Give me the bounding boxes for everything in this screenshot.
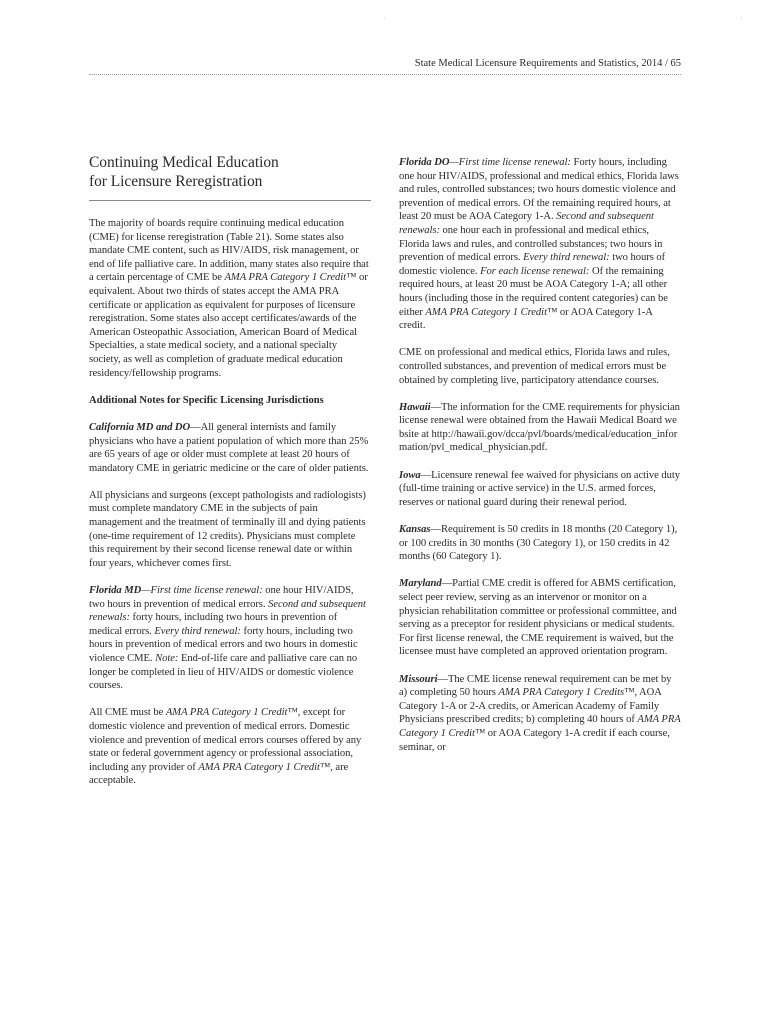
note-iowa <box>399 469 681 510</box>
note-california-2: All physicians and surgeons (except pathologists and radiologists) must complete mandatory CME in the subjects of pain management and the treatment of terminally ill and dying patients (one-time requirement of 12 credits). Physicians must complete this requirement by their second license renewal date or within four years, whichever comes first. <box>89 489 366 569</box>
section-title-line1: Continuing Medical Education <box>89 154 279 171</box>
note-maryland <box>399 577 681 659</box>
note-text: two hours of domestic violence. <box>399 252 666 277</box>
note-text: , AOA Category 1-A or 2-A credits, or American Academy of Family Physicians prescribed credits; b) completing 40 hours of <box>399 687 662 726</box>
credit-name: AMA PRA Category 1 Credits™ <box>498 687 635 699</box>
note-lead: Florida MD <box>89 585 142 597</box>
header-rule <box>89 74 681 75</box>
note-lead: Florida DO <box>399 157 450 168</box>
note-label: For each license renewal: <box>480 265 590 277</box>
intro-paragraph <box>89 217 371 380</box>
note-label: Second and subsequent renewals: <box>399 211 654 236</box>
note-lead: Iowa <box>399 469 421 481</box>
note-label: Second and subsequent renewals: <box>89 598 366 624</box>
note-florida-do-2: CME on professional and medical ethics, Florida laws and rules, controlled substances, and prevention of medical errors must be obtained by completing live, participatory attendance courses. <box>399 347 670 386</box>
note-text: All CME must be <box>89 707 166 719</box>
note-lead: Hawaii <box>399 401 431 413</box>
note-text: —All general internists and family physicians who have a patient population of which more than 25% are 65 years of age or older must complete at least 20 hours of mandatory CME in geriatric medicine or the care of older patients. <box>89 421 369 474</box>
intro-text-end: or equivalent. About two thirds of states accept the AMA PRA certificate or application as equivalent for purposes of licensure reregistration. Some states also accept certificates/awards of the American Osteopathic Association, American Board of Medical Specialties, a state medical society, and a national specialty society, as well as completion of graduate medical education residency/fellowship programs. <box>89 272 368 379</box>
note-label: —First time license renewal: <box>449 157 571 168</box>
scan-mark: ˙ <box>383 16 386 25</box>
note-text: —The information for the CME requirements for physician license renewal were obtained from the Hawaii Medical Board website at http://hawaii.gov/dcca/pvl/boards/medical/education_information/pvl_medical_physician.pdf. <box>399 401 680 454</box>
note-florida-md <box>89 584 371 693</box>
note-text: End-of-life care and palliative care can no longer be completed in lieu of HIV/AIDS or domestic violence courses. <box>89 653 358 692</box>
note-california <box>89 421 371 475</box>
note-text: or AOA Category 1-A credit. <box>399 306 653 332</box>
intro-credit: AMA PRA Category 1 Credit™ <box>224 272 357 284</box>
intro-text: The majority of boards require continuing medical education (CME) for license reregistration (Table 21). Some states also mandate CME content, such as HIV/AIDS, risk management, or end of life palliative care. In addition, many states also require that a certain percentage of CME be <box>89 218 369 284</box>
note-text: —Licensure renewal fee waived for physicians on active duty (full-time training or active service) in the U.S. armed forces, reserves or national guard during their renewal period. <box>399 469 681 508</box>
note-text: , except for domestic violence and prevention of medical errors. Domestic violence and prevention of medical errors courses offered by any state or federal government agency or professional association, including any provider of <box>89 707 362 773</box>
note-text: Of the remaining required hours, at least 20 must be AOA Category 1-A; all other hours (including those in the required content categories) can be either <box>399 265 668 318</box>
note-kansas <box>399 523 681 564</box>
note-text: Forty hours, including one hour HIV/AIDS, professional and medical ethics, Florida laws and rules, controlled substances; two hours domestic violence and prevention of medical errors. Of the remaining required hours, at least 20 must be AOA Category 1-A. <box>399 157 679 223</box>
note-hawaii <box>399 401 681 455</box>
page-number: 65 <box>670 58 681 69</box>
note-lead: Maryland <box>399 578 442 590</box>
note-missouri <box>399 673 681 755</box>
credit-name: AMA PRA Category 1 Credit™ <box>165 707 298 719</box>
running-title: State Medical Licensure Requirements and Statistics, 2014 <box>414 58 663 69</box>
credit-name: AMA PRA Category 1 Credit™ <box>198 761 331 773</box>
note-text: —The CME license renewal requirement can be met by a) completing 50 hours <box>399 673 672 699</box>
scan-mark: ˙ <box>740 16 743 25</box>
note-lead: Missouri <box>399 673 438 685</box>
credit-name: AMA PRA Category 1 Credit™ <box>399 714 681 739</box>
note-lead: Kansas <box>399 524 431 536</box>
note-text: —Partial CME credit is offered for ABMS certification, select peer review, serving as an intervenor or monitor on a physician rehabilitation committee or professional committee, and serving as a preceptor for resident physicians or medical students. For first license renewal, the CME requirement is waived, but the licensee must have completed an approved orientation program. <box>399 578 677 658</box>
left-column <box>89 154 371 802</box>
running-header <box>89 58 681 72</box>
note-text: forty hours, including two hours in prevention of medical errors. <box>89 612 338 637</box>
note-text: , are acceptable. <box>89 761 349 787</box>
right-column <box>399 156 681 768</box>
note-label: Note: <box>155 653 179 664</box>
note-lead: California MD and DO <box>89 421 191 433</box>
note-label: —First time license renewal: <box>141 585 263 597</box>
note-label: Every third renewal: <box>523 252 610 264</box>
section-title <box>89 154 371 201</box>
subhead: Additional Notes for Specific Licensing Jurisdictions <box>89 394 324 406</box>
note-text: —Requirement is 50 credits in 18 months (20 Category 1), or 100 credits in 30 months (30 Category 1), or 150 credits in 42 months (60 Category 1). <box>399 524 678 563</box>
note-text: forty hours, including two hours in prevention of medical errors and two hours in domestic violence CME. <box>89 625 358 664</box>
note-label: Every third renewal: <box>154 625 241 637</box>
note-text: or AOA Category 1-A credit if each course, seminar, or <box>399 727 670 753</box>
note-florida-do <box>399 156 681 333</box>
section-title-line2: for Licensure Reregistration <box>89 172 263 190</box>
note-text: one hour HIV/AIDS, two hours in prevention of medical errors. <box>89 585 354 610</box>
header-separator: / <box>664 58 671 69</box>
credit-name: AMA PRA Category 1 Credit™ <box>425 306 558 318</box>
note-florida-md-2 <box>89 706 371 788</box>
note-text: one hour each in professional and medical ethics, Florida laws and rules, and controlled substances; two hours in prevention of medical errors. <box>399 224 663 264</box>
